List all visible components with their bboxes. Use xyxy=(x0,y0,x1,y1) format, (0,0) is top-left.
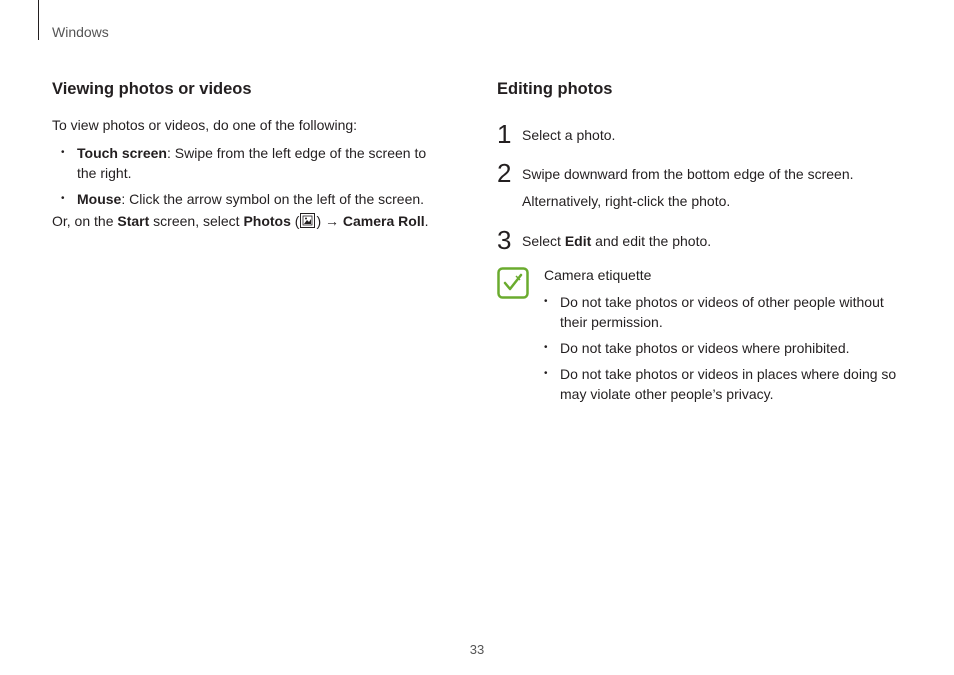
option-term: Touch screen xyxy=(77,145,167,161)
option-term: Mouse xyxy=(77,191,122,207)
step-number: 1 xyxy=(497,119,512,149)
camera-etiquette-note xyxy=(497,265,907,404)
note-list xyxy=(544,292,907,404)
page-number: 33 xyxy=(469,642,485,657)
editing-heading: Editing photos xyxy=(497,80,613,98)
photos-app-icon xyxy=(300,213,315,228)
bullet-icon: • xyxy=(544,296,548,307)
step-2 xyxy=(497,158,907,211)
header-divider xyxy=(38,0,39,40)
step-text: Swipe downward from the bottom edge of the screen. xyxy=(522,166,854,182)
step-3: 3 Select Edit and edit the photo. xyxy=(497,225,712,255)
section-header: Windows xyxy=(52,24,109,40)
camera-roll-label: Camera Roll xyxy=(342,213,425,229)
alternative-instruction: Or, on the Start screen, select Photos ( ) → Camera Roll. xyxy=(52,213,429,229)
list-item: • Do not take photos or videos in places where doing so may violate other people’s privacy. xyxy=(544,366,897,402)
option-text: : Click the arrow symbol on the left of the screen. xyxy=(121,191,425,207)
note-check-icon xyxy=(497,267,529,299)
bullet-icon: • xyxy=(61,193,65,204)
bullet-icon: • xyxy=(61,147,65,158)
bullet-icon: • xyxy=(544,368,548,379)
step-extra-text: Alternatively, right-click the photo. xyxy=(522,193,731,209)
list-item: • Do not take photos or videos where prohibited. xyxy=(544,340,850,356)
step-text: Select a photo. xyxy=(522,127,616,143)
option-text: : Swipe from the left edge of the screen to the right. xyxy=(77,145,427,181)
viewing-heading: Viewing photos or videos xyxy=(52,80,252,98)
viewing-section xyxy=(52,80,447,231)
photos-label: Photos xyxy=(243,213,291,229)
bullet-icon: • xyxy=(544,342,548,353)
editing-section xyxy=(497,80,907,410)
step-number: 2 xyxy=(497,158,512,188)
step-number: 3 xyxy=(497,225,512,255)
list-item xyxy=(52,143,447,183)
step-1 xyxy=(497,119,907,149)
edit-label: Edit xyxy=(564,233,592,249)
start-label: Start xyxy=(117,213,150,229)
list-item: • Do not take photos or videos of other people without their permission. xyxy=(544,294,884,330)
note-title: Camera etiquette xyxy=(544,267,652,283)
viewing-options-list xyxy=(52,143,447,209)
viewing-intro: To view photos or videos, do one of the following: xyxy=(52,117,358,133)
list-item xyxy=(52,189,447,209)
